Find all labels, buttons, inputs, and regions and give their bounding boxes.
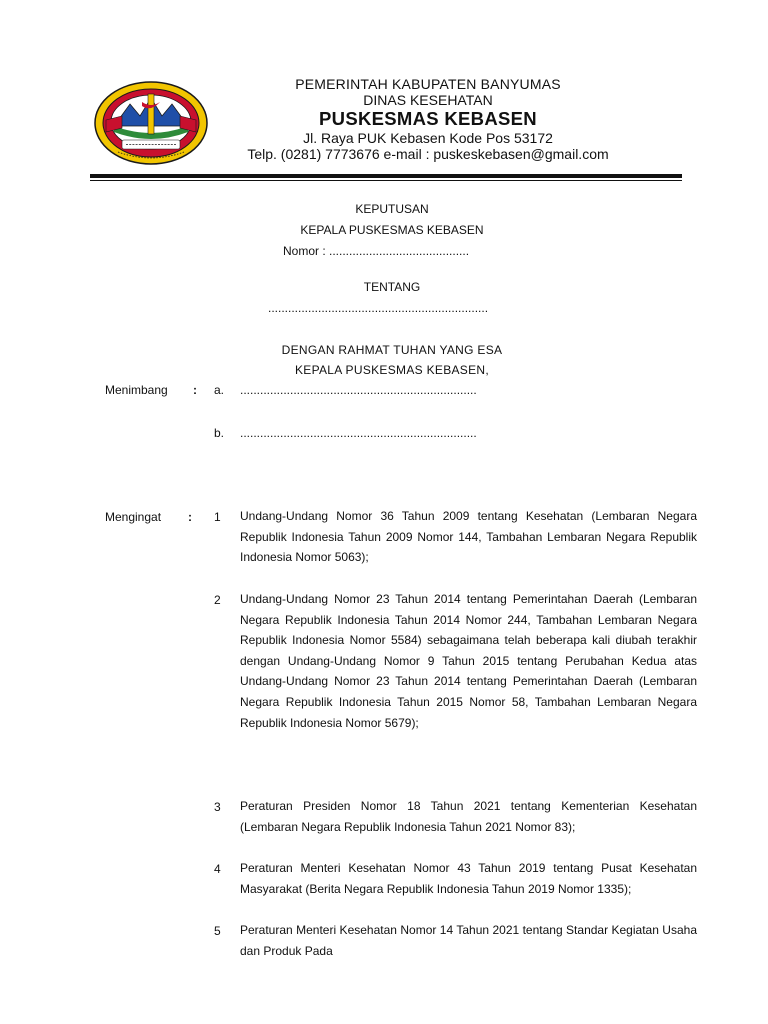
mengingat-item: Peraturan Menteri Kesehatan Nomor 14 Tahun 2021 tentang Standar Kegiatan Usaha dan Produk Pada xyxy=(240,923,697,958)
mengingat-label: Mengingat xyxy=(105,510,162,524)
institution-name: PUSKESMAS KEBASEN xyxy=(319,108,537,129)
subject-placeholder: .................................................................. xyxy=(268,301,489,315)
menimbang-label: Menimbang xyxy=(105,383,168,397)
menimbang-item: ....................................................................... xyxy=(240,426,477,440)
issuer-preamble: KEPALA PUSKESMAS KEBASEN, xyxy=(294,363,490,377)
menimbang-colon: : xyxy=(193,383,197,397)
menimbang-marker: b. xyxy=(214,426,225,440)
mengingat-marker: 5 xyxy=(214,924,221,938)
menimbang-item: ....................................................................... xyxy=(240,383,477,397)
menimbang-marker: a. xyxy=(214,383,225,397)
department-name: DINAS KESEHATAN xyxy=(363,92,493,108)
mengingat-item: Undang-Undang Nomor 36 Tahun 2009 tentang Kesehatan (Lembaran Negara Republik Indonesia Tahun 2009 Nomor 144, Tambahan Lembaran Negara Republik Indonesia Nomor 5063); xyxy=(240,509,697,565)
letterhead xyxy=(228,76,628,162)
banyumas-regency-seal-icon xyxy=(92,80,210,166)
address-line: Jl. Raya PUK Kebasen Kode Pos 53172 xyxy=(303,130,553,146)
issuer-title: KEPALA PUSKESMAS KEBASEN xyxy=(300,223,484,237)
letterhead-divider-thin xyxy=(90,180,682,181)
preamble-line: DENGAN RAHMAT TUHAN YANG ESA xyxy=(281,343,503,357)
contact-line: Telp. (0281) 7773676 e-mail : puskeskebasen@gmail.com xyxy=(247,146,609,162)
government-name: PEMERINTAH KABUPATEN BANYUMAS xyxy=(295,76,561,92)
mengingat-marker: 3 xyxy=(214,800,221,814)
decision-number: Nomor : .......................................... xyxy=(283,244,470,258)
decision-title: KEPUTUSAN xyxy=(355,202,429,216)
subject-title: TENTANG xyxy=(363,280,421,294)
letterhead-divider-thick xyxy=(90,174,682,178)
mengingat-marker: 2 xyxy=(214,593,221,607)
mengingat-item: Undang-Undang Nomor 23 Tahun 2014 tentang Pemerintahan Daerah (Lembaran Negara Republik Indonesia Tahun 2014 Nomor 244, Tambahan Lembaran Negara Republik Indonesia Nomor 5584) sebagaimana telah beberapa kali diubah terakhir dengan Undang-Undang Nomor 9 Tahun 2015 tentang Perubahan Kedua atas Undang-Undang Nomor 23 Tahun 2014 tentang Pemerintahan Daerah (Lembaran Negara Republik Indonesia Tahun 2015 Nomor 58, Tambahan Lembaran Negara Republik Indonesia Nomor 5679); xyxy=(240,592,697,730)
mengingat-colon: : xyxy=(188,510,192,524)
mengingat-marker: 1 xyxy=(214,510,221,524)
mengingat-item: Peraturan Presiden Nomor 18 Tahun 2021 tentang Kementerian Kesehatan (Lembaran Negara Republik Indonesia Tahun 2021 Nomor 83); xyxy=(240,799,697,834)
mengingat-item: Peraturan Menteri Kesehatan Nomor 43 Tahun 2019 tentang Pusat Kesehatan Masyarakat (Berita Negara Republik Indonesia Tahun 2019 Nomor 1335); xyxy=(240,861,697,896)
mengingat-marker: 4 xyxy=(214,862,221,876)
